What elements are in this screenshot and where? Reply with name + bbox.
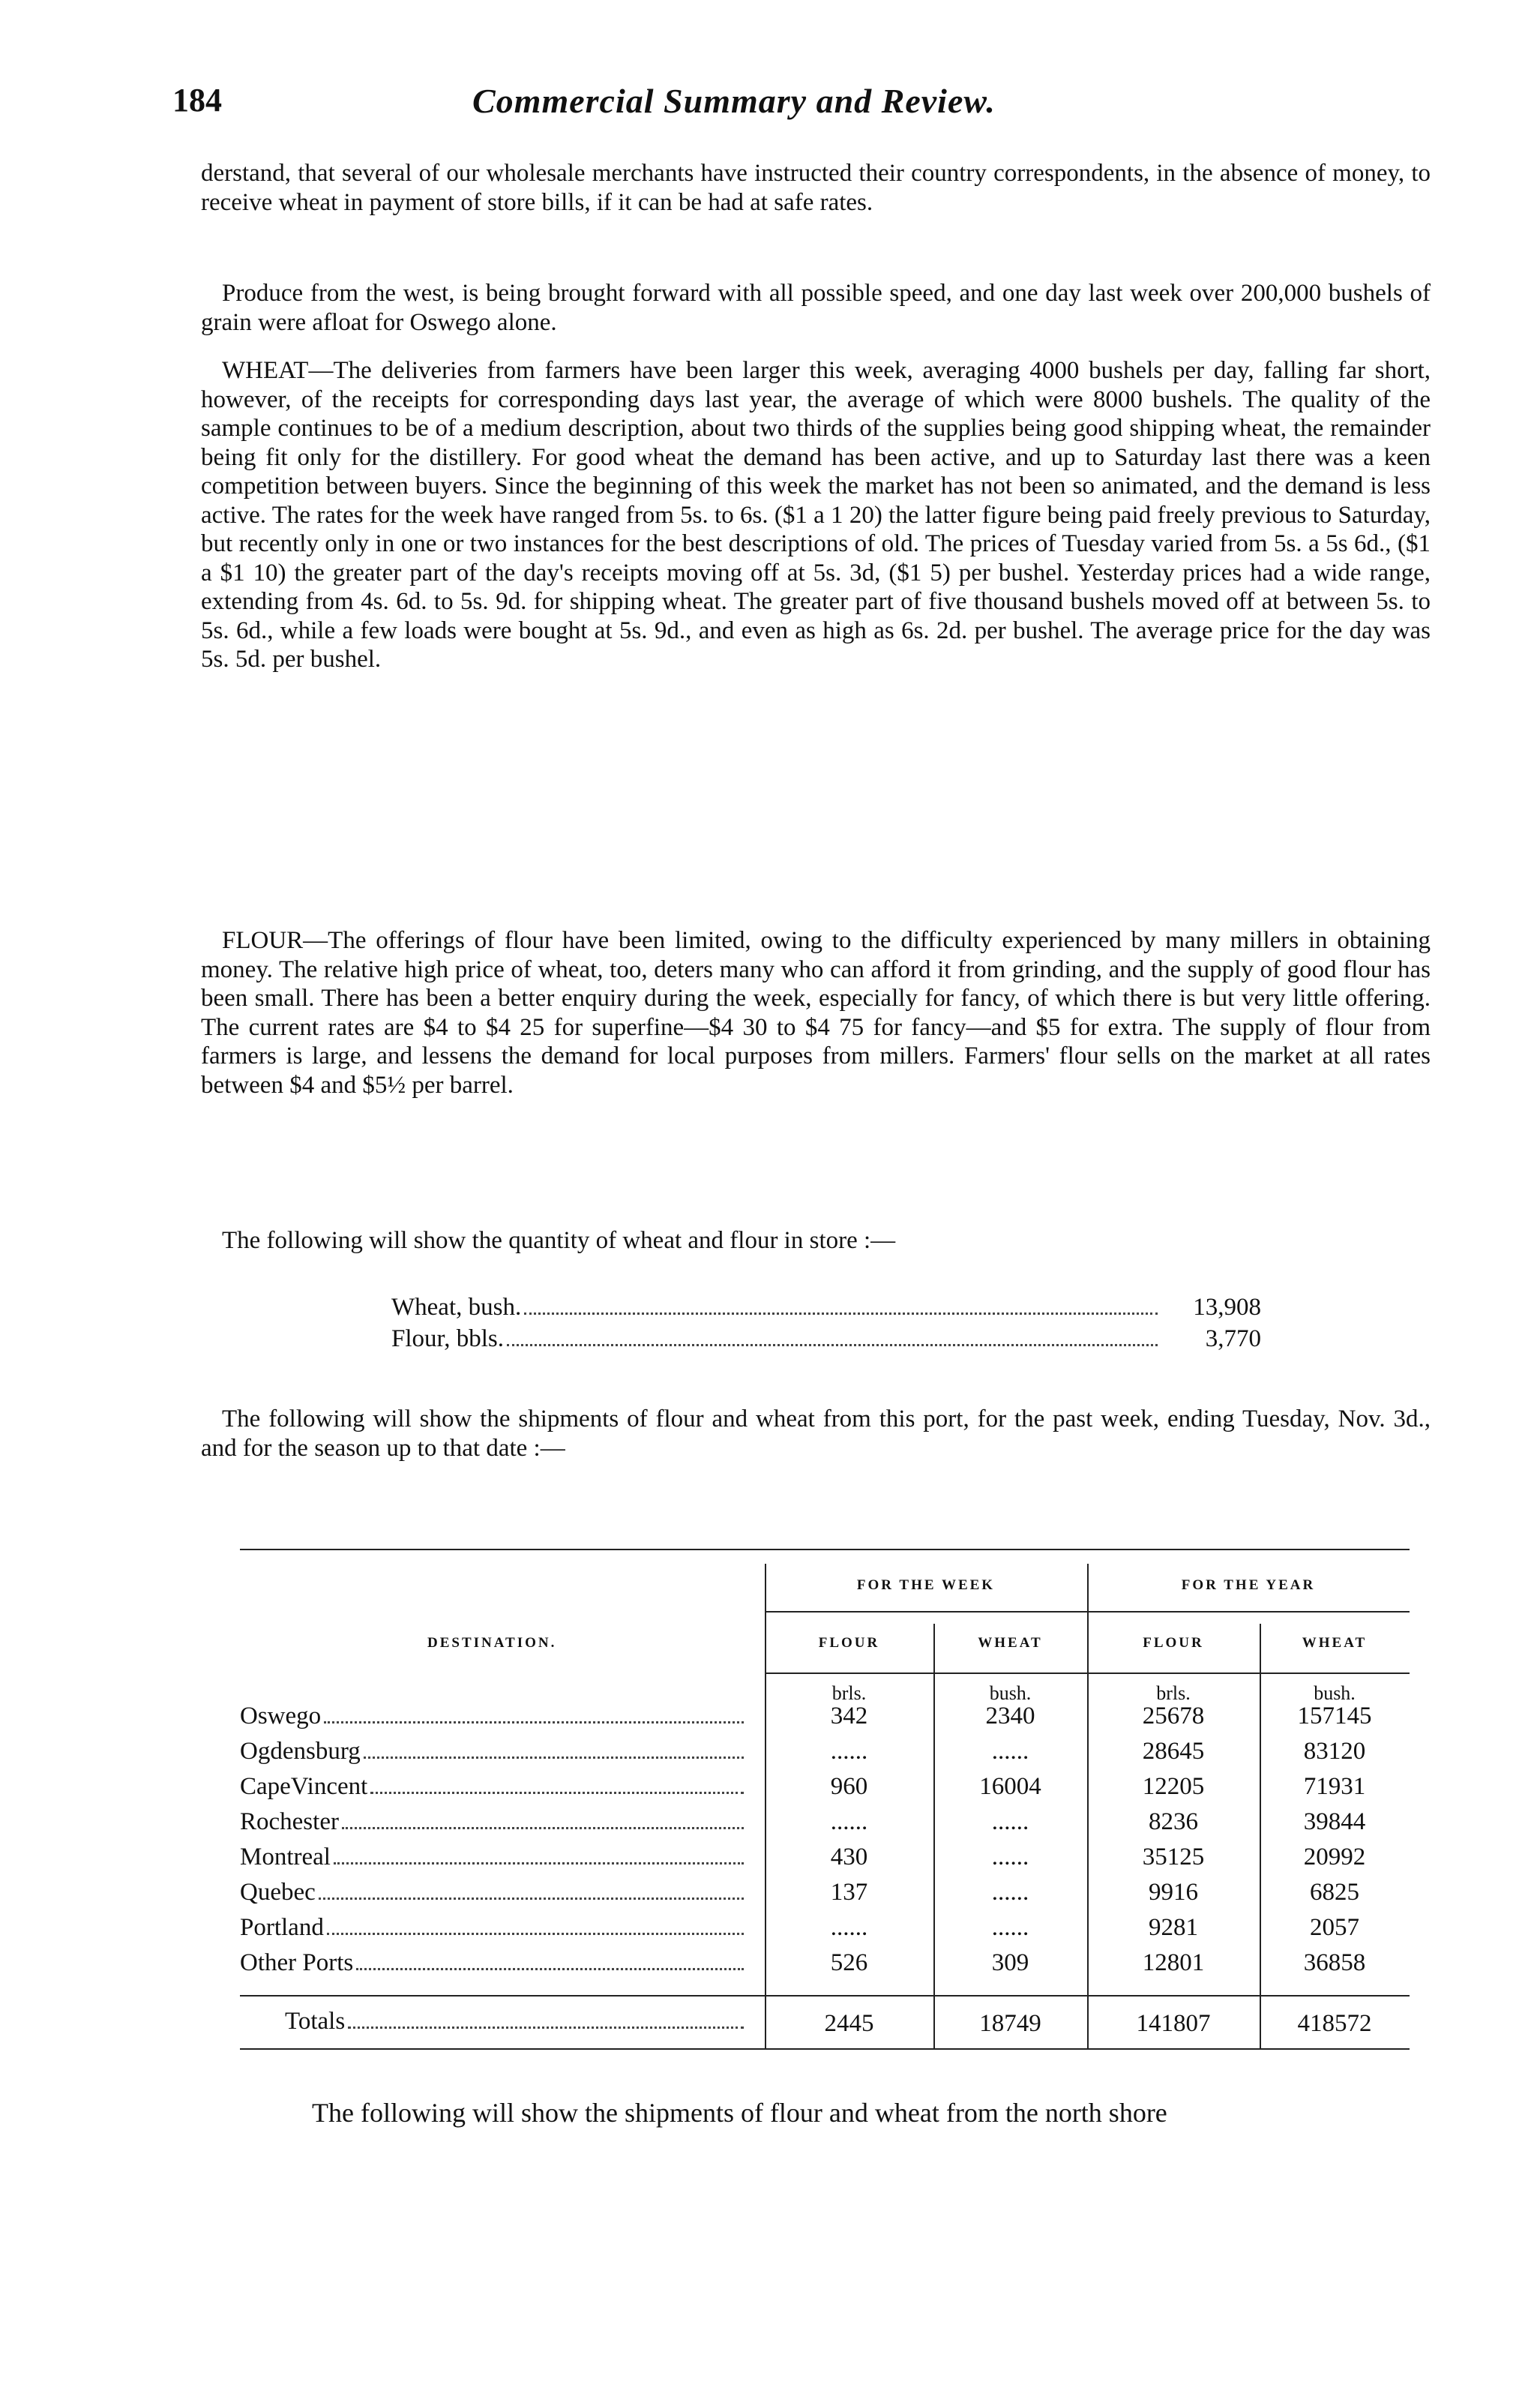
paragraph-wheat: WHEAT—The deliveries from farmers have been larger this week, averaging 4000 bushels per day, falling far short, however, of the receipts for corresponding days last year, the average of which were 8000 bushels. The quality of the sample continues to be of a medium description, about two thirds of the supplies being good shipping wheat, the remainder being fit only for the distillery. For good wheat the demand has been active, and up to Saturday last there was a keen competition between buyers. Since the beginning of this week the market has not been so animated, and the demand is less active. The rates for the week have ranged from 5s. to 6s. ($1 a 1 20) the latter figure being paid freely previous to Saturday, but recently only in one or two instances for the best descriptions of old. The prices of Tuesday varied from 5s. a 5s 6d., ($1 a $1 10) the greater part of the day's receipts moving off at 5s. 3d, ($1 5) per bushel. Yesterday prices had a wide range, extending from 4s. 6d. to 5s. 9d. for shipping wheat. The greater part of five thousand bushels moved off at between 5s. to 5s. 6d., while a few loads were bought at 5s. 9d., and even as high as 6s. 2d. per bushel. The average price for the day was 5s. 5d. per bushel. [201, 357, 1431, 673]
header-destination: DESTINATION. [427, 1635, 557, 1651]
totals-label: Totals [285, 2008, 750, 2036]
cell-week-wheat: ...... [991, 1914, 1029, 1941]
cell-year-flour: 9916 [1149, 1879, 1198, 1906]
dot-leader [327, 1933, 744, 1935]
cell-week-wheat: ...... [991, 1879, 1029, 1906]
table-row-label: Oswego [240, 1702, 750, 1730]
running-head: Commercial Summary and Review. [472, 82, 996, 120]
store-value: 13,908 [1193, 1294, 1261, 1321]
unit-week-wheat: bush. [989, 1682, 1032, 1704]
dot-leader [524, 1312, 1158, 1315]
cell-week-flour: ...... [830, 1738, 868, 1765]
table-row-label: Quebec [240, 1879, 750, 1906]
cell-week-flour: 137 [830, 1879, 868, 1906]
table-row-label: Montreal [240, 1844, 750, 1871]
paragraph-store-intro: The following will show the quantity of wheat and flour in store :— [222, 1227, 896, 1254]
dot-leader [324, 1721, 744, 1724]
cell-week-wheat: ...... [991, 1844, 1029, 1870]
header-year-wheat: WHEAT [1302, 1635, 1368, 1651]
cell-year-flour: 12801 [1142, 1949, 1205, 1976]
cell-week-flour: 960 [830, 1773, 868, 1800]
table-totals-rule [240, 1995, 1410, 1996]
table-top-rule [240, 1549, 1410, 1550]
cell-year-wheat: 39844 [1303, 1808, 1366, 1835]
table-bottom-rule [240, 2048, 1410, 2050]
store-label: Wheat, bush. [391, 1294, 522, 1321]
cell-year-flour: 25678 [1142, 1702, 1205, 1730]
table-row-label: Rochester [240, 1808, 750, 1836]
unit-week-flour: brls. [831, 1682, 867, 1704]
table-row-label: Ogdensburg [240, 1738, 750, 1766]
cell-year-flour: 12205 [1142, 1773, 1205, 1800]
cell-year-flour: 8236 [1149, 1808, 1198, 1835]
cell-week-wheat: ...... [991, 1738, 1029, 1765]
header-year-flour: FLOUR [1143, 1635, 1204, 1651]
dot-leader [348, 2026, 744, 2029]
store-label: Flour, bbls. [391, 1325, 504, 1352]
paragraph-produce: Produce from the west, is being brought forward with all possible speed, and one day last week over 200,000 bushels of grain were afloat for Oswego alone. [201, 280, 1431, 336]
header-week-flour: FLOUR [818, 1635, 880, 1651]
cell-year-wheat: 71931 [1303, 1773, 1366, 1800]
header-for-week: FOR THE WEEK [856, 1577, 996, 1593]
cell-year-wheat: 20992 [1303, 1844, 1366, 1870]
store-row [391, 1294, 1261, 1325]
dot-leader [334, 1862, 744, 1864]
paragraph-flour: FLOUR—The offerings of flour have been limited, owing to the difficulty experienced by many millers in obtaining money. The relative high price of wheat, too, deters many who can afford it from grinding, and the supply of good flour has been small. There has been a better enquiry during the week, especially for fancy, of which there is but very little offering. The current rates are $4 to $4 25 for superfine—$4 30 to $4 75 for fancy—and $5 for extra. The supply of flour from farmers is large, and lessens the demand for local purposes from millers. Farmers' flour sells on the market at all rates between $4 and $5½ per barrel. [201, 927, 1431, 1099]
dot-leader [319, 1898, 744, 1900]
cell-year-wheat: 36858 [1303, 1949, 1366, 1976]
cell-year-wheat: 157145 [1297, 1702, 1372, 1730]
header-week-wheat: WHEAT [978, 1635, 1043, 1651]
cell-week-flour: 430 [830, 1844, 868, 1870]
store-value: 3,770 [1205, 1325, 1261, 1352]
cell-year-flour: 9281 [1149, 1914, 1198, 1941]
dot-leader [507, 1344, 1158, 1346]
total-week-wheat: 18749 [979, 2010, 1041, 2037]
dot-leader [370, 1792, 744, 1794]
store-list [391, 1294, 1261, 1357]
page-number: 184 [172, 82, 222, 118]
page-header [172, 81, 1297, 134]
table-row-label: Other Ports [240, 1949, 750, 1977]
cell-week-wheat: ...... [991, 1808, 1029, 1835]
total-year-flour: 141807 [1136, 2010, 1211, 2037]
header-for-year: FOR THE YEAR [1181, 1577, 1316, 1593]
cell-week-flour: ...... [830, 1808, 868, 1835]
cell-year-wheat: 83120 [1303, 1738, 1366, 1765]
table-row-label: Portland [240, 1914, 750, 1942]
paragraph-north-shore: The following will show the shipments of flour and wheat from the north shore [312, 2098, 1167, 2128]
cell-week-flour: ...... [830, 1914, 868, 1941]
dot-leader [364, 1756, 744, 1759]
cell-week-wheat: 2340 [985, 1702, 1035, 1730]
store-row [391, 1325, 1261, 1357]
cell-year-flour: 35125 [1142, 1844, 1205, 1870]
cell-week-wheat: 16004 [979, 1773, 1041, 1800]
shipments-table [240, 1549, 1410, 2037]
cell-week-flour: 526 [830, 1949, 868, 1976]
total-year-wheat: 418572 [1297, 2010, 1372, 2037]
unit-year-flour: brls. [1156, 1682, 1191, 1704]
cell-week-flour: 342 [830, 1702, 868, 1730]
cell-year-wheat: 2057 [1310, 1914, 1359, 1941]
table-row-label: CapeVincent [240, 1773, 750, 1801]
paragraph-continuation: derstand, that several of our wholesale merchants have instructed their country correspondents, in the absence of money, to receive wheat in payment of store bills, if it can be had at safe rates. [201, 160, 1431, 216]
cell-year-wheat: 6825 [1310, 1879, 1359, 1906]
cell-year-flour: 28645 [1142, 1738, 1205, 1765]
cell-week-wheat: 309 [991, 1949, 1029, 1976]
total-week-flour: 2445 [824, 2010, 874, 2037]
unit-year-wheat: bush. [1314, 1682, 1356, 1704]
paragraph-shipments-intro: The following will show the shipments of flour and wheat from this port, for the past week, ending Tuesday, Nov. 3d., and for the season up to that date :— [201, 1406, 1431, 1462]
dot-leader [342, 1827, 744, 1829]
dot-leader [356, 1968, 744, 1970]
